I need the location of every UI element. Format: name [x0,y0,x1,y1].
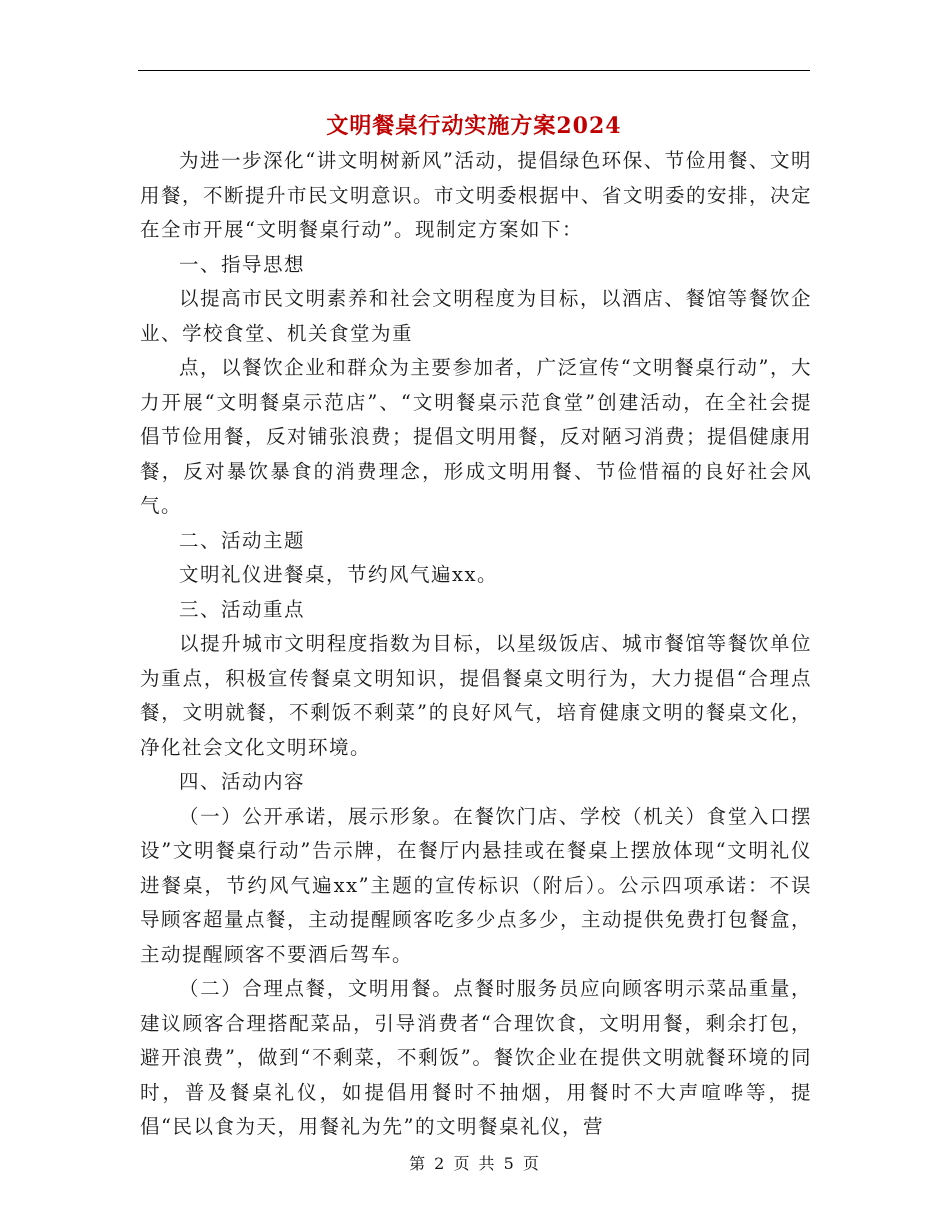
header-rule [138,70,810,71]
body-paragraph: 文明礼仪进餐桌，节约风气遍xx。 [179,563,498,586]
intro-paragraph: 为进一步深化“讲文明树新风”活动，提倡绿色环保、节俭用餐、文明用餐，不断提升市民文明意识。市文明委根据中、省文明委的安排，决定在全市开展“文明餐桌行动”。现制定方案如下： [140,149,813,241]
body-paragraph: （二）合理点餐，文明用餐。点餐时服务员应向顾客明示菜品重量，建议顾客合理搭配菜品，引导消费者“合理饮食，文明用餐，剩余打包，避开浪费”，做到“不剩菜，不剩饭”。餐饮企业在提供文明就餐环境的同时，普及餐桌礼仪，如提倡用餐时不抽烟，用餐时不大声喧哗等，提倡“民以食为天，用餐礼为先”的文明餐桌礼仪，营 [140,977,812,1138]
page-number-footer: 第 2 页 共 5 页 [409,1154,541,1173]
body-paragraph: 点，以餐饮企业和群众为主要参加者，广泛宣传“文明餐桌行动”，大力开展“文明餐桌示范店”、“文明餐桌示范食堂”创建活动，在全社会提倡节俭用餐，反对铺张浪费；提倡文明用餐，反对陋习消费；提倡健康用餐，反对暴饮暴食的消费理念，形成文明用餐、节俭惜福的良好社会风气。 [140,356,813,517]
body-paragraph: （一）公开承诺，展示形象。在餐饮门店、学校（机关）食堂入口摆设”文明餐桌行动”告示牌，在餐厅内悬挂或在餐桌上摆放体现“文明礼仪进餐桌，节约风气遍xx”主题的宣传标识（附后）。公示四项承诺：不误导顾客超量点餐，主动提醒顾客吃多少点多少，主动提供免费打包餐盒，主动提醒顾客不要酒后驾车。 [140,804,813,966]
section-heading-guiding-thought: 一、指导思想 [179,252,306,276]
section-heading-focus: 三、活动重点 [179,597,306,621]
document-body [140,144,812,1145]
body-paragraph: 以提升城市文明程度指数为目标，以星级饭店、城市餐馆等餐饮单位为重点，积极宣传餐桌文明知识，提倡餐桌文明行为，大力提倡“合理点餐，文明就餐，不剩饭不剩菜”的良好风气，培育健康文明的餐桌文化，净化社会文化文明环境。 [140,632,812,759]
document-title: 文明餐桌行动实施方案2024 [326,113,622,139]
section-heading-theme: 二、活动主题 [179,528,306,552]
body-paragraph: 以提高市民文明素养和社会文明程度为目标，以酒店、餐馆等餐饮企业、学校食堂、机关食堂为重 [140,287,812,345]
section-heading-content: 四、活动内容 [179,770,306,793]
